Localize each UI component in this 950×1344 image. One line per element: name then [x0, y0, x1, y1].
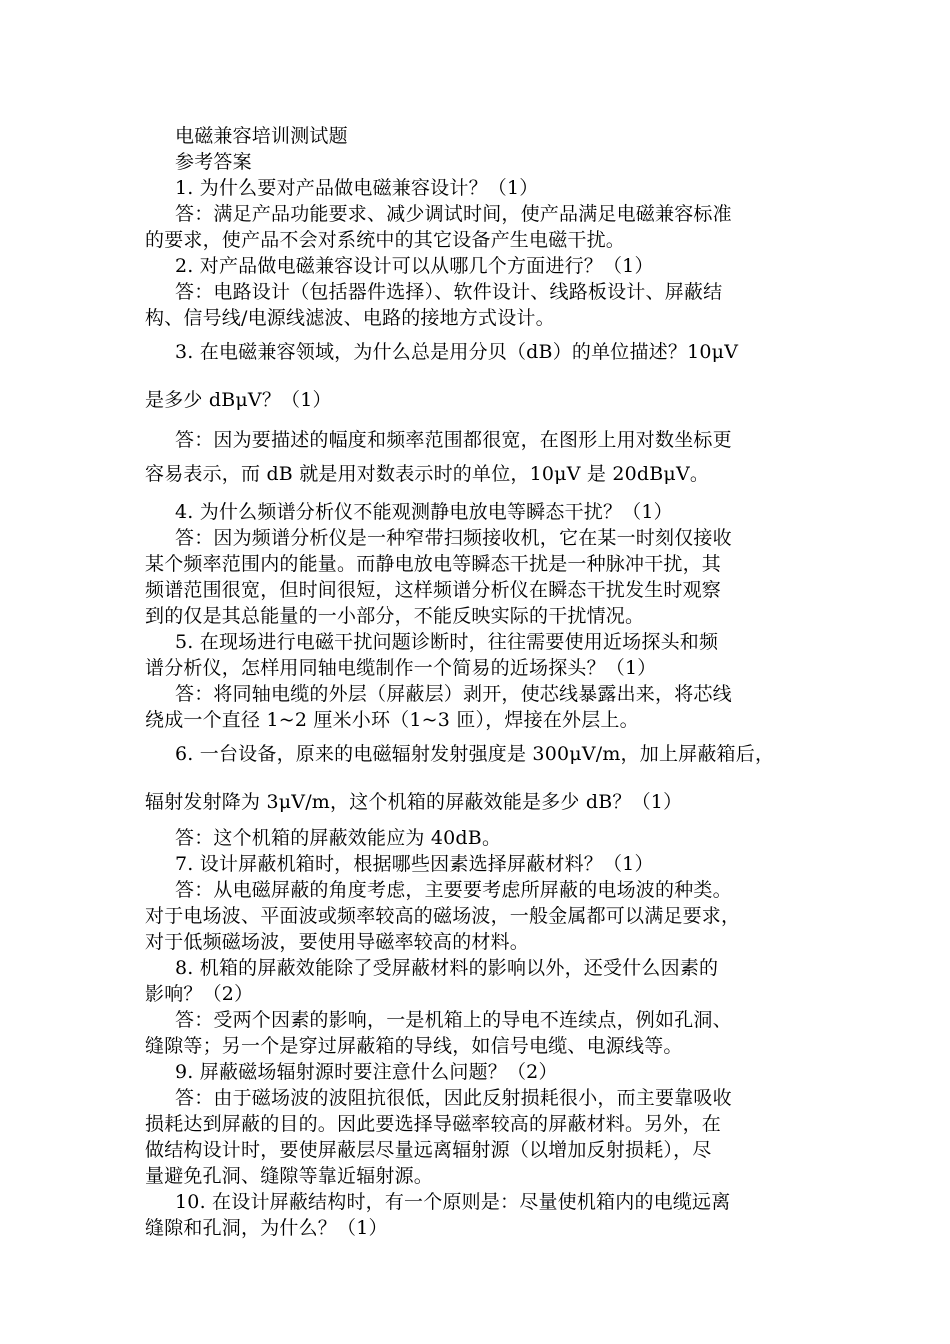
question-6-line-1: 6. 一台设备，原来的电磁辐射发射强度是 300μV/m，加上屏蔽箱后， — [175, 743, 775, 765]
answer-1-line-1: 答：满足产品功能要求、减少调试时间，使产品满足电磁兼容标准 — [175, 203, 732, 225]
question-3-line-2: 是多少 dBμV？（1） — [145, 389, 332, 411]
answer-9-line-3: 做结构设计时，要使屏蔽层尽量远离辐射源（以增加反射损耗），尽 — [145, 1139, 712, 1161]
question-10-line-2: 缝隙和孔洞，为什么？（1） — [145, 1217, 388, 1239]
answer-7-line-2: 对于电场波、平面波或频率较高的磁场波，一般金属都可以满足要求， — [145, 905, 741, 927]
answer-8-line-2: 缝隙等；另一个是穿过屏蔽箱的导线，如信号电缆、电源线等。 — [145, 1035, 683, 1057]
question-3-line-1: 3. 在电磁兼容领域，为什么总是用分贝（dB）的单位描述？10μV — [175, 341, 739, 363]
answer-4-line-4: 到的仅是其总能量的一小部分，不能反映实际的干扰情况。 — [145, 605, 645, 627]
answer-4-line-3: 频谱范围很宽，但时间很短，这样频谱分析仪在瞬态干扰发生时观察 — [145, 579, 722, 601]
question-6-line-2: 辐射发射降为 3μV/m，这个机箱的屏蔽效能是多少 dB？（1） — [145, 791, 683, 813]
answer-4-line-2: 某个频率范围内的能量。而静电放电等瞬态干扰是一种脉冲干扰，其 — [145, 553, 722, 575]
answer-9-line-4: 量避免孔洞、缝隙等靠近辐射源。 — [145, 1165, 434, 1187]
question-8-line-1: 8. 机箱的屏蔽效能除了受屏蔽材料的影响以外，还受什么因素的 — [175, 957, 719, 979]
answer-1-line-2: 的要求，使产品不会对系统中的其它设备产生电磁干扰。 — [145, 229, 626, 251]
answer-7-line-1: 答：从电磁屏蔽的角度考虑，主要要考虑所屏蔽的电场波的种类。 — [175, 879, 732, 901]
doc-title: 电磁兼容培训测试题 — [175, 125, 348, 147]
doc-subtitle: 参考答案 — [175, 151, 252, 173]
answer-2-line-1: 答：电路设计（包括器件选择）、软件设计、线路板设计、屏蔽结 — [175, 281, 723, 303]
question-1: 1. 为什么要对产品做电磁兼容设计？（1） — [175, 177, 539, 199]
question-9: 9. 屏蔽磁场辐射源时要注意什么问题？（2） — [175, 1061, 558, 1083]
answer-7-line-3: 对于低频磁场波，要使用导磁率较高的材料。 — [145, 931, 530, 953]
question-10-line-1: 10. 在设计屏蔽结构时，有一个原则是：尽量使机箱内的电缆远离 — [175, 1191, 731, 1213]
answer-3-line-1: 答：因为要描述的幅度和频率范围都很宽，在图形上用对数坐标更 — [175, 429, 732, 451]
question-4: 4. 为什么频谱分析仪不能观测静电放电等瞬态干扰？（1） — [175, 501, 673, 523]
answer-5-line-2: 绕成一个直径 1~2 厘米小环（1~3 匝），焊接在外层上。 — [145, 709, 639, 731]
question-8-line-2: 影响？（2） — [145, 983, 254, 1005]
answer-9-line-1: 答：由于磁场波的波阻抗很低，因此反射损耗很小，而主要靠吸收 — [175, 1087, 732, 1109]
answer-6: 答：这个机箱的屏蔽效能应为 40dB。 — [175, 827, 502, 849]
answer-8-line-1: 答：受两个因素的影响，一是机箱上的导电不连续点，例如孔洞、 — [175, 1009, 732, 1031]
question-5-line-2: 谱分析仪，怎样用同轴电缆制作一个简易的近场探头？（1） — [145, 657, 657, 679]
question-5-line-1: 5. 在现场进行电磁干扰问题诊断时，往往需要使用近场探头和频 — [175, 631, 719, 653]
question-7: 7. 设计屏蔽机箱时，根据哪些因素选择屏蔽材料？（1） — [175, 853, 654, 875]
answer-4-line-1: 答：因为频谱分析仪是一种窄带扫频接收机，它在某一时刻仅接收 — [175, 527, 732, 549]
answer-3-line-2: 容易表示，而 dB 就是用对数表示时的单位，10μV 是 20dBμV。 — [145, 463, 710, 485]
answer-9-line-2: 损耗达到屏蔽的目的。因此要选择导磁率较高的屏蔽材料。另外，在 — [145, 1113, 722, 1135]
question-2: 2. 对产品做电磁兼容设计可以从哪几个方面进行？（1） — [175, 255, 654, 277]
answer-5-line-1: 答：将同轴电缆的外层（屏蔽层）剥开，使芯线暴露出来，将芯线 — [175, 683, 732, 705]
answer-2-line-2: 构、信号线/电源线滤波、电路的接地方式设计。 — [145, 307, 555, 329]
